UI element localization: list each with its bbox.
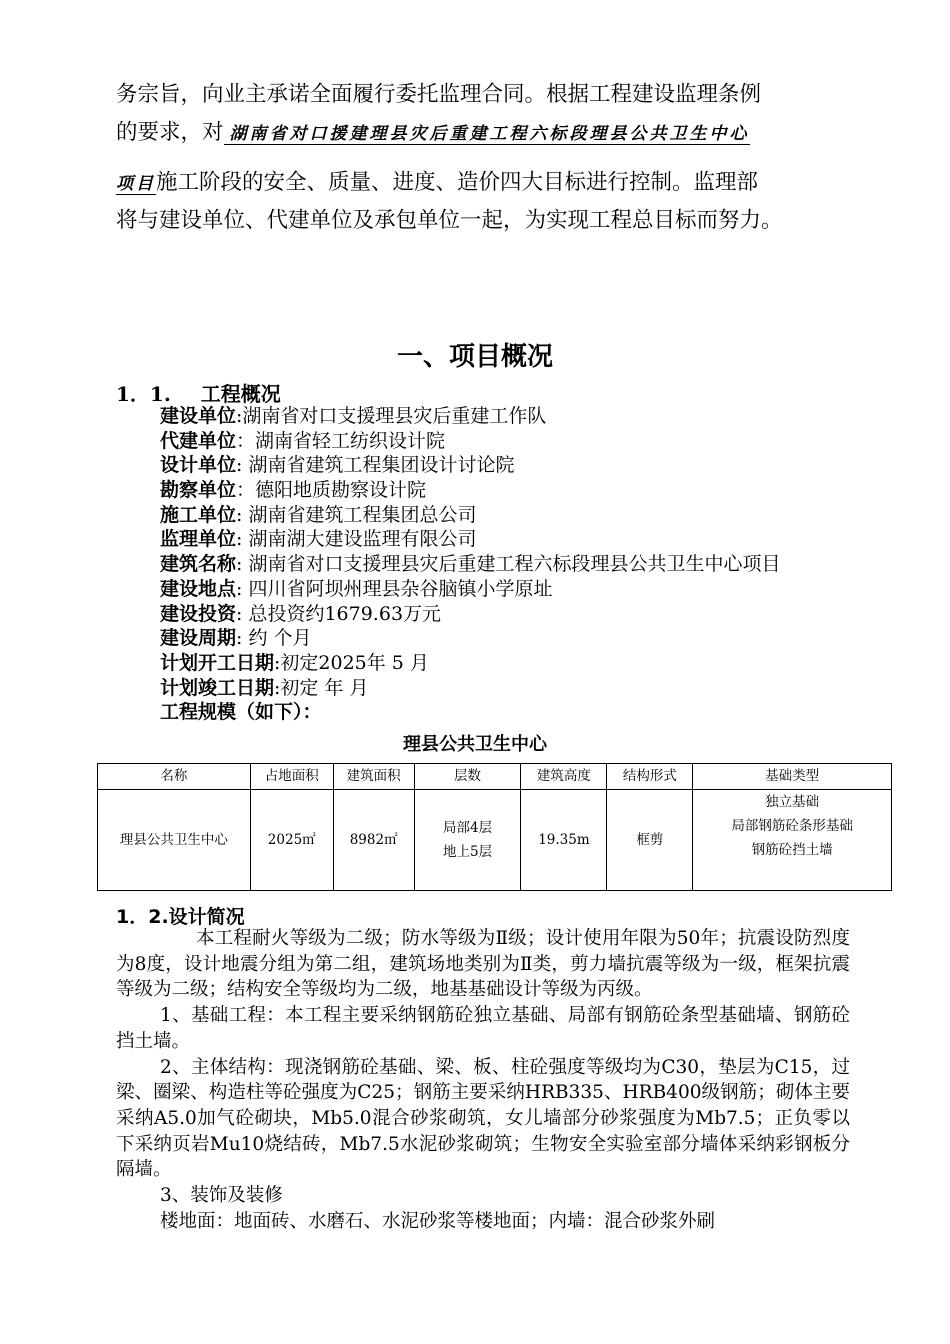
table-header: 占地面积 [250, 764, 333, 790]
info-value: :初定 年 月 [274, 676, 369, 699]
foundation-line-1: 独立基础 [765, 794, 820, 810]
project-name-underlined: 湖南省对口援建理县灾后重建工程六标段理县公共卫生中心 [224, 124, 750, 145]
info-key: 工程规模（如下）： [160, 701, 322, 724]
table-header: 基础类型 [693, 764, 892, 790]
info-row [160, 676, 920, 701]
intro-paragraph [116, 76, 850, 240]
info-value: : 四川省阿坝州理县杂谷脑镇小学原址 [236, 577, 553, 600]
info-row [160, 626, 920, 651]
intro-line-3 [116, 164, 850, 202]
table-header: 建筑面积 [333, 764, 414, 790]
info-row [160, 404, 920, 429]
table-cell-structure: 框剪 [607, 790, 693, 891]
section-title: 一、项目概况 [396, 342, 553, 372]
info-key: 勘察单位 [160, 479, 237, 502]
info-value: : 湖南省建筑工程集团总公司 [236, 503, 477, 526]
floors-line-1: 局部4层 [442, 820, 493, 836]
info-row [160, 651, 920, 676]
body-paragraph: 楼地面：地面砖、水磨石、水泥砂浆等楼地面；内墙：混合砂浆外刷 [160, 1210, 716, 1232]
intro-line-2-prefix: 的要求，对 [116, 120, 224, 145]
table-header: 结构形式 [607, 764, 693, 790]
info-row [160, 602, 920, 627]
table-cell-land-area: 2025㎡ [250, 790, 333, 891]
info-value: : 总投资约1679.63万元 [236, 602, 442, 625]
body-paragraph: 2、主体结构：现浇钢筋砼基础、梁、板、柱砼强度等级均为C30，垫层为C15，过梁、圈梁、构造柱等砼强度为C25；钢筋主要采纳HRB335、HRB400级钢筋；砌体主要采纳A5.0加气砼砌块，Mb5.0混合砂浆砌筑，女儿墙部分砂浆强度为Mb7.5；正负零以下采纳页岩Mu10烧结砖，Mb7.5水泥砂浆砌筑；生物安全实验室部分墙体采纳彩钢板分隔墙。 [116, 1056, 850, 1181]
subsection-1-title [116, 378, 281, 407]
info-value: :初定2025年 5 月 [274, 651, 429, 674]
info-key: 计划开工日期 [160, 651, 275, 674]
info-key: 建设周期 [160, 627, 237, 650]
info-row [160, 429, 920, 454]
info-key: 施工单位 [160, 503, 237, 526]
foundation-line-3: 钢筋砼挡土墙 [751, 842, 833, 858]
body-paragraph: 3、装饰及装修 [160, 1185, 283, 1207]
project-scale-table [97, 763, 892, 891]
info-value: ：湖南省轻工纺织设计院 [236, 429, 446, 452]
info-value: ：德阳地质勘察设计院 [236, 479, 427, 502]
info-key: 监理单位 [160, 528, 237, 551]
info-value: : 湖南省对口支援理县灾后重建工程六标段理县公共卫生中心项目 [236, 553, 781, 576]
intro-line-1: 务宗旨，向业主承诺全面履行委托监理合同。根据工程建设监理条例 [116, 82, 762, 107]
table-cell-floors [414, 790, 521, 891]
info-key: 建筑名称 [160, 553, 237, 576]
subsection-1-number: 1．1. [116, 382, 171, 406]
info-key: 代建单位 [160, 429, 237, 452]
info-row [160, 700, 920, 725]
intro-line-4: 将与建设单位、代建单位及承包单位一起，为实现工程总目标而努力。 [116, 208, 783, 233]
info-row [160, 503, 920, 528]
info-row [160, 527, 920, 552]
subsection-2-title: 1．2.设计简况 [116, 906, 245, 928]
info-row [160, 453, 920, 478]
info-key: 建设地点 [160, 577, 237, 600]
intro-line-2 [116, 114, 850, 164]
floors-line-2: 地上5层 [442, 844, 493, 860]
info-row [160, 478, 920, 503]
table-header: 建筑高度 [521, 764, 607, 790]
info-key: 建设单位 [160, 405, 237, 427]
body-paragraph: 本工程耐火等级为二级；防水等级为Ⅱ级；设计使用年限为50年；抗震设防烈度为8度，设计地震分组为第二组，建筑场地类别为Ⅱ类，剪力墙抗震等级为一级，框架抗震等级为二级；结构安全等级均为二级，地基基础设计等级为丙级。 [116, 928, 850, 1001]
info-row [160, 552, 920, 577]
info-key: 设计单位 [160, 454, 237, 477]
table-header-row [98, 764, 892, 790]
project-info-list [160, 404, 920, 725]
table-header: 名称 [98, 764, 251, 790]
info-row [160, 577, 920, 602]
design-summary-body [116, 926, 850, 1234]
subsection-1-label: 工程概况 [200, 382, 281, 406]
info-key: 计划竣工日期 [160, 676, 275, 699]
foundation-line-2: 局部钢筋砼条形基础 [731, 818, 853, 834]
info-value: :湖南省对口支援理县灾后重建工作队 [236, 405, 547, 427]
table-row [98, 790, 892, 891]
info-value: : 约 个月 [236, 627, 312, 650]
table-cell-name: 理县公共卫生中心 [98, 790, 251, 891]
info-key: 建设投资 [160, 602, 237, 625]
table-cell-height: 19.35m [521, 790, 607, 891]
project-name-underlined-end: 项目 [116, 174, 156, 194]
info-value: : 湖南湖大建设监理有限公司 [236, 528, 477, 551]
intro-line-3-rest: 施工阶段的安全、质量、进度、造价四大目标进行控制。监理部 [156, 170, 759, 195]
table-title: 理县公共卫生中心 [403, 734, 547, 755]
body-paragraph: 1、基础工程：本工程主要采纳钢筋砼独立基础、局部有钢筋砼条型基础墙、钢筋砼挡土墙。 [116, 1005, 850, 1052]
table-header: 层数 [414, 764, 521, 790]
table-cell-foundation [693, 790, 892, 891]
table-cell-floor-area: 8982㎡ [333, 790, 414, 891]
info-value: : 湖南省建筑工程集团设计讨论院 [236, 454, 515, 477]
